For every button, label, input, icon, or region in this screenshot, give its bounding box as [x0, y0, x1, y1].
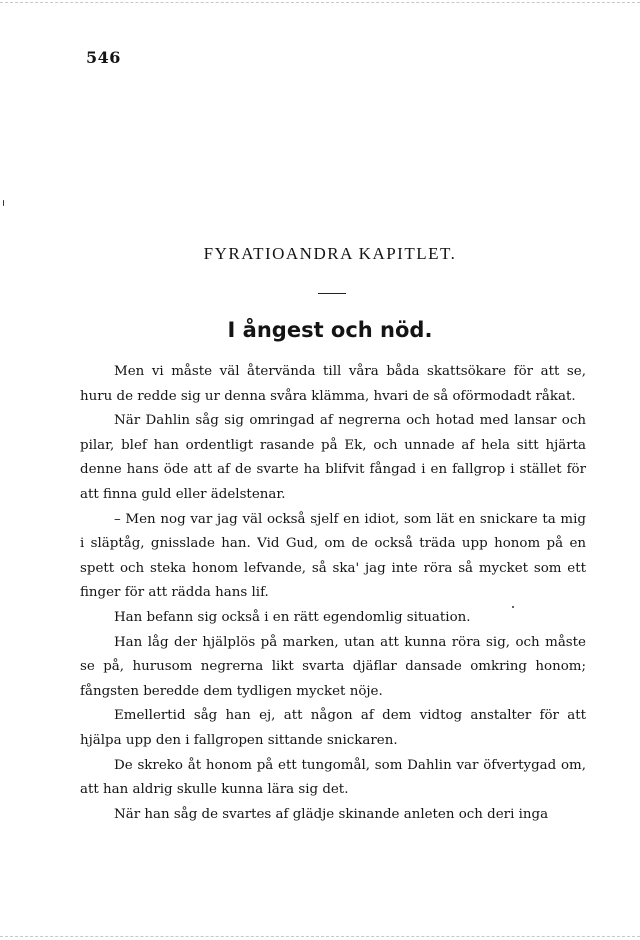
chapter-heading: FYRATIOANDRA KAPITLET. — [203, 244, 457, 263]
body-text — [80, 360, 586, 827]
paragraph: När Dahlin såg sig omringad af negrerna och hotad med lansar och pilar, blef han ordentligt rasande på Ek, och unnade af hela sitt hjärta denne hans öde att af de svarte ha blifvit fångad i en fallgrop i stället för att finna guld eller ädelstenar. — [80, 413, 586, 502]
paragraph: Han låg der hjälplös på marken, utan att kunna röra sig, och måste se på, hurusom negrerna likt svarta djäflar dansade omkring honom; fångsten beredde dem tydligen mycket nöje. — [80, 634, 586, 699]
paragraph: De skreko åt honom på ett tungomål, som Dahlin var öfvertygad om, att han aldrig skulle kunna lära sig det. — [80, 757, 586, 798]
paragraph: Emellertid såg han ej, att någon af dem vidtog anstalter för att hjälpa upp den i fallgropen sittande snickaren. — [80, 708, 586, 748]
print-speck — [512, 606, 514, 608]
paragraph: När han såg de svartes af glädje skinande anleten och deri inga — [114, 806, 549, 822]
scan-mark — [3, 200, 4, 206]
chapter-title: I ångest och nöd. — [227, 318, 433, 342]
paragraph: Han befann sig också i en rätt egendomlig situation. — [114, 609, 471, 625]
page-bottom-edge — [0, 936, 640, 937]
heading-divider — [318, 293, 346, 294]
paragraph: – Men nog var jag väl också sjelf en idiot, som lät en snickare ta mig i släptåg, gnisslade han. Vid Gud, om de också träda upp honom på en spett och steka honom lefvande, så ska' jag inte röra så mycket som ett finger för att rädda hans lif. — [80, 511, 586, 601]
page-number: 546 — [86, 48, 121, 67]
page-top-edge — [0, 2, 640, 3]
paragraph: Men vi måste väl återvända till våra båda skattsökare för att se, huru de redde sig ur denna svåra klämma, hvari de så oförmodadt råkat. — [80, 364, 586, 404]
